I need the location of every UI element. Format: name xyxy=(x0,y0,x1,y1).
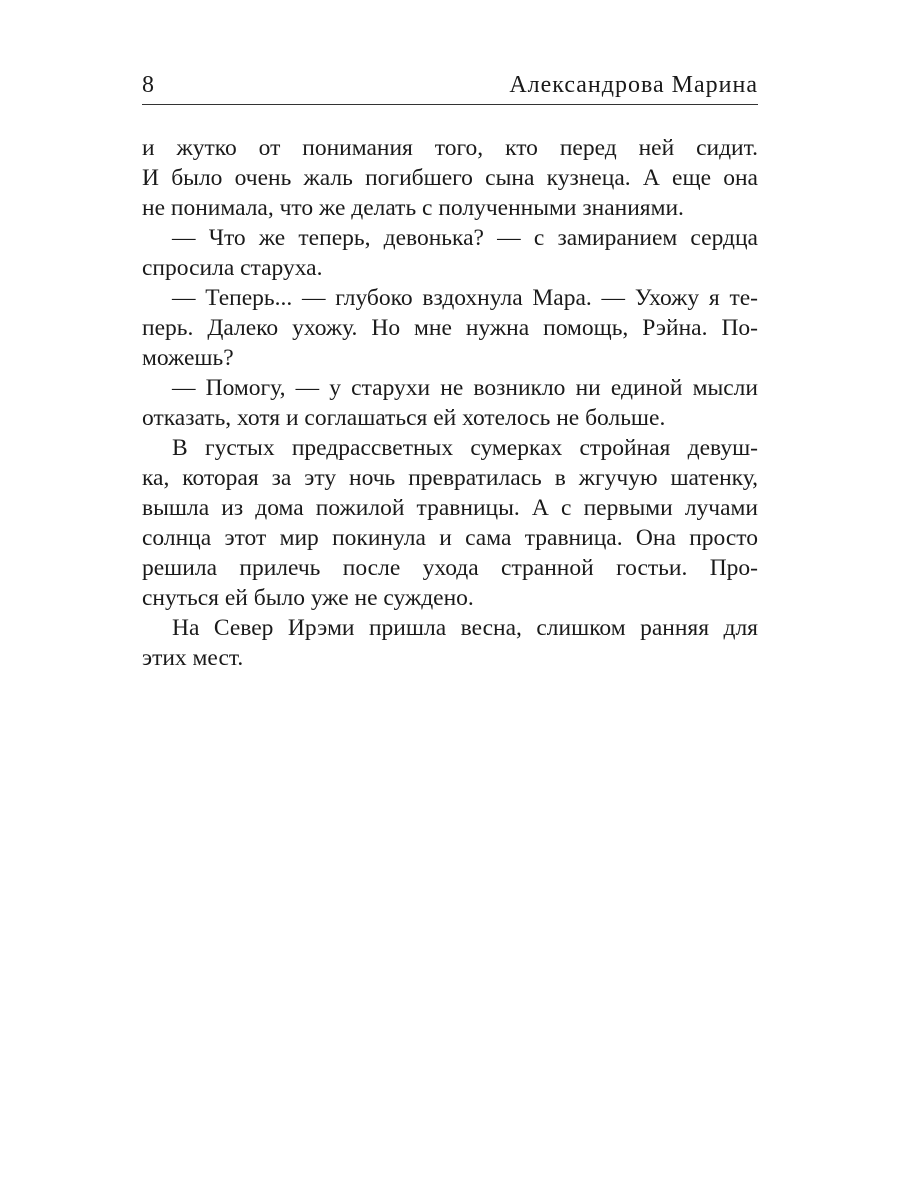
body-text xyxy=(142,133,758,673)
text-line: солнца этот мир покинула и сама травница. Она просто xyxy=(142,525,758,551)
header-rule xyxy=(142,104,758,105)
text-line: можешь? xyxy=(142,345,234,371)
text-line: В густых предрассветных сумерках стройная девуш- xyxy=(172,435,758,461)
text-line: И было очень жаль погибшего сына кузнеца. А еще она xyxy=(142,165,758,191)
author-name: Александрова Марина xyxy=(509,72,758,98)
text-line: решила прилечь после ухода странной гостьи. Про- xyxy=(142,555,758,581)
text-line: и жутко от понимания того, кто перед ней сидит. xyxy=(142,135,758,161)
text-line: ка, которая за эту ночь превратилась в жгучую шатенку, xyxy=(142,465,758,491)
text-line: вышла из дома пожилой травницы. А с первыми лучами xyxy=(142,495,758,521)
text-line: — Помогу, — у старухи не возникло ни единой мысли xyxy=(172,375,758,401)
text-line: перь. Далеко ухожу. Но мне нужна помощь, Рэйна. По- xyxy=(142,315,758,341)
text-line: На Север Ирэми пришла весна, слишком ранняя для xyxy=(172,615,758,641)
page-number: 8 xyxy=(142,72,154,98)
text-line: отказать, хотя и соглашаться ей хотелось не больше. xyxy=(142,405,666,431)
text-line: — Теперь... — глубоко вздохнула Мара. — Ухожу я те- xyxy=(172,285,758,311)
text-line: — Что же теперь, девонька? — с замиранием сердца xyxy=(172,225,758,251)
text-line: не понимала, что же делать с полученными знаниями. xyxy=(142,195,684,221)
text-line: этих мест. xyxy=(142,645,244,671)
text-line: спросила старуха. xyxy=(142,255,323,281)
text-line: снуться ей было уже не суждено. xyxy=(142,585,474,611)
running-header xyxy=(142,70,758,104)
